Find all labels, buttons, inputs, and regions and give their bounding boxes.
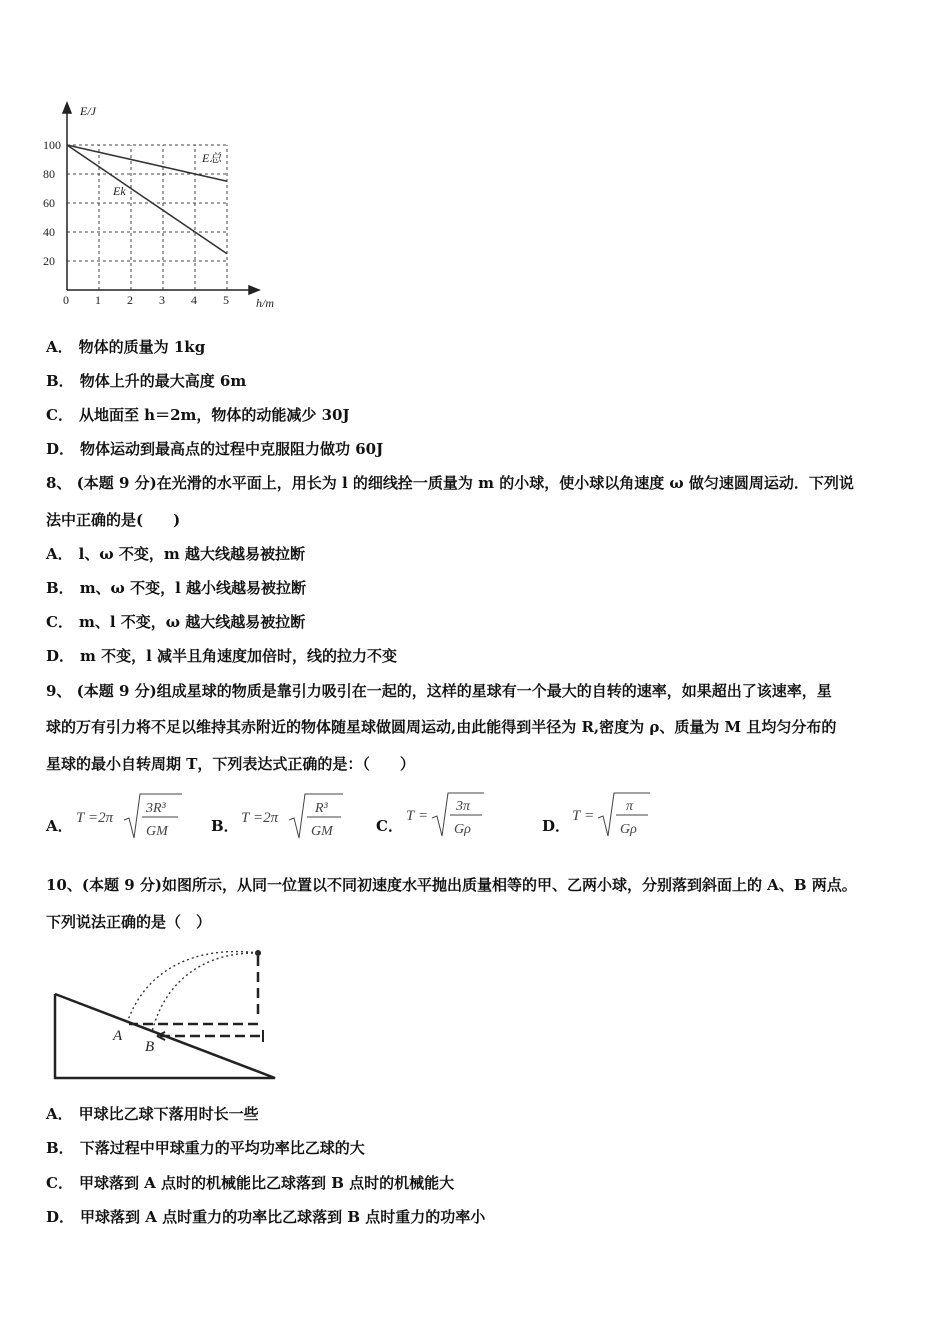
y-tick-label: 100 [43, 138, 61, 152]
q10-stem-line1: 10、(本题 9 分)如图所示，从同一位置以不同初速度水平抛出质量相等的甲、乙两小球，分别落到斜面上的 A、B 两点。 [46, 876, 857, 894]
q9-stem-line2: 球的万有引力将不足以维持其赤附近的物体随星球做圆周运动,由此能得到半径为 R,密度为 ρ、质量为 M 且均匀分布的 [46, 718, 837, 736]
chart-y-axis-label: E/J [80, 104, 96, 118]
y-tick-label: 20 [43, 254, 55, 268]
q7-option-d: D． 物体运动到最高点的过程中克服阻力做功 60J [46, 440, 384, 458]
q10-stem-line2: 下列说法正确的是（ ） [46, 913, 212, 931]
q8-option-a: A． l、ω 不变，m 越大线越易被拉断 [46, 545, 305, 563]
q7-option-a: A． 物体的质量为 1kg [46, 338, 206, 356]
svg-text:3R³: 3R³ [146, 801, 166, 816]
svg-text:=: = [418, 808, 429, 824]
series-label-kinetic: Ek [113, 184, 126, 198]
q9-formula-d [570, 790, 660, 844]
q8-option-b: B． m、ω 不变，l 越小线越易被拉断 [46, 579, 306, 597]
y-tick-label: 60 [43, 196, 55, 210]
q8-option-d: D． m 不变，l 减半且角速度加倍时，线的拉力不变 [46, 647, 398, 665]
svg-text:π: π [626, 799, 634, 814]
x-tick-label: 2 [127, 293, 133, 307]
y-tick-label: 80 [43, 167, 55, 181]
svg-text:3π: 3π [456, 799, 471, 814]
q9-stem-line1: 9、 (本题 9 分)组成星球的物质是靠引力吸引在一起的，这样的星球有一个最大的自转的速率，如果超出了该速率，星 [46, 682, 832, 700]
q9-formula-b [239, 790, 354, 844]
svg-text:T: T [572, 808, 581, 824]
svg-text:GM: GM [146, 824, 168, 839]
y-tick-label: 40 [43, 225, 55, 239]
x-axis-arrow [249, 286, 259, 294]
svg-text:Gρ: Gρ [620, 822, 637, 837]
q8-stem-line1: 8、 (本题 9 分)在光滑的水平面上，用长为 l 的细线拴一质量为 m 的小球，使小球以角速度 ω 做匀速圆周运动．下列说 [46, 474, 854, 492]
q9-option-c: C． [376, 817, 403, 835]
svg-text:=2π: =2π [253, 810, 279, 826]
projectile-incline-figure [45, 940, 285, 1085]
q8-stem-line2: 法中正确的是( ) [46, 511, 181, 529]
q10-option-b: B． 下落过程中甲球重力的平均功率比乙球的大 [46, 1139, 365, 1157]
x-tick-label: 0 [63, 293, 69, 307]
svg-text:T: T [241, 810, 250, 826]
q10-option-d: D． 甲球落到 A 点时重力的功率比乙球落到 B 点时重力的功率小 [46, 1208, 486, 1226]
q8-option-c: C． m、l 不变，ω 越大线越易被拉断 [46, 613, 306, 631]
q7-option-b: B． 物体上升的最大高度 6m [46, 372, 247, 390]
svg-text:GM: GM [311, 824, 333, 839]
x-tick-label: 3 [159, 293, 165, 307]
svg-text:=2π: =2π [88, 810, 114, 826]
q10-option-c: C． 甲球落到 A 点时的机械能比乙球落到 B 点时的机械能大 [46, 1174, 455, 1192]
svg-text:=: = [584, 808, 595, 824]
svg-text:R³: R³ [315, 801, 328, 816]
svg-text:T: T [76, 810, 85, 826]
q9-option-d: D． [542, 817, 571, 835]
energy-height-chart [30, 95, 300, 320]
figure-label-b: B [145, 1039, 155, 1055]
x-tick-label: 1 [95, 293, 101, 307]
x-tick-label: 5 [223, 293, 229, 307]
figure-label-a: A [113, 1028, 123, 1044]
q9-option-a: A． [46, 817, 73, 835]
chart-x-axis-label: h/m [256, 296, 274, 310]
q9-option-b: B． [211, 817, 239, 835]
q9-formula-c [404, 790, 494, 844]
svg-text:Gρ: Gρ [454, 822, 471, 837]
y-axis-arrow [63, 103, 71, 113]
q9-formula-a [74, 790, 194, 844]
q9-stem-line3: 星球的最小自转周期 T，下列表达式正确的是：（ ） [46, 755, 415, 773]
q7-option-c: C． 从地面至 h＝2m，物体的动能减少 30J [46, 406, 350, 424]
x-tick-label: 4 [191, 293, 197, 307]
svg-text:T: T [406, 808, 415, 824]
series-label-total: E总 [202, 151, 222, 165]
q10-option-a: A． 甲球比乙球下落用时长一些 [46, 1105, 259, 1123]
